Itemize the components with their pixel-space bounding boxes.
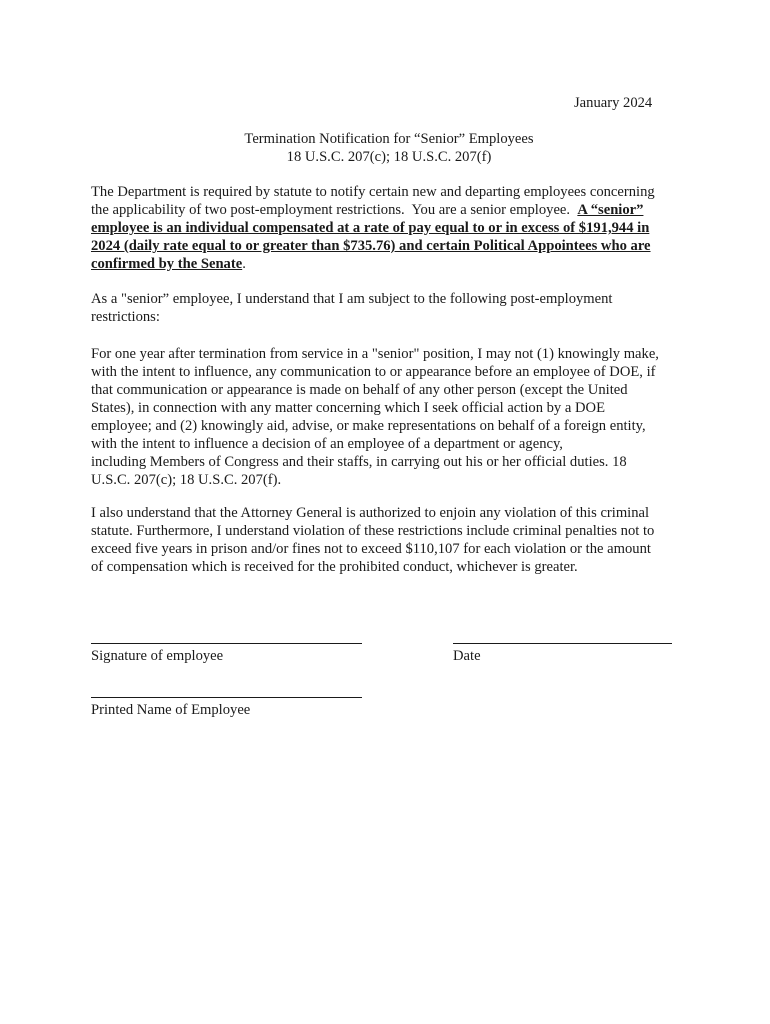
title-line-1: Termination Notification for “Senior” Employees — [244, 131, 534, 147]
paragraph-line: including Members of Congress and their staffs, in carrying out his or her official duties. 18 — [91, 454, 627, 470]
printed-name-label: Printed Name of Employee — [91, 702, 251, 718]
paragraph-line: employee; and (2) knowingly aid, advise, or make representations on behalf of a foreign entity, — [91, 418, 646, 434]
paragraph-acknowledgement — [91, 290, 687, 326]
paragraph-line: exceed five years in prison and/or fines not to exceed $110,107 for each violation or the amount — [91, 541, 651, 557]
printed-name-line[interactable] — [91, 697, 362, 698]
paragraph-penalties — [91, 504, 687, 576]
paragraph-text: the applicability of two post-employment restrictions. You are a senior employee. — [91, 202, 578, 218]
paragraph-line: U.S.C. 207(c); 18 U.S.C. 207(f). — [91, 472, 282, 488]
paragraph-line: statute. Furthermore, I understand violation of these restrictions include criminal penalties not to — [91, 523, 655, 539]
senior-definition-text: 2024 (daily rate equal to or greater than $735.76) and certain Political Appointees who are — [91, 238, 651, 254]
paragraph-line: As a "senior” employee, I understand that I am subject to the following post-employment — [91, 291, 613, 307]
title-line-2: 18 U.S.C. 207(c); 18 U.S.C. 207(f) — [286, 149, 492, 165]
paragraph-line: For one year after termination from service in a "senior" position, I may not (1) knowingly make, — [91, 346, 659, 362]
senior-definition-text: confirmed by the Senate — [91, 256, 243, 272]
document-title — [0, 130, 770, 166]
date-label: Date — [453, 648, 481, 664]
paragraph-line: restrictions: — [91, 309, 160, 325]
employee-signature-label: Signature of employee — [91, 648, 224, 664]
paragraph-line: of compensation which is received for the prohibited conduct, whichever is greater. — [91, 559, 578, 575]
paragraph-line: with the intent to influence a decision of an employee of a department or agency, — [91, 436, 563, 452]
document-date: January 2024 — [574, 95, 653, 111]
paragraph-restrictions — [91, 345, 687, 489]
paragraph-line — [91, 201, 687, 219]
paragraph-line: States), in connection with any matter concerning which I seek official action by a DOE — [91, 400, 605, 416]
paragraph-line: I also understand that the Attorney General is authorized to enjoin any violation of this criminal — [91, 505, 650, 521]
paragraph-text: . — [242, 256, 246, 272]
paragraph-line: The Department is required by statute to notify certain new and departing employees concerning — [91, 184, 655, 200]
paragraph-line: that communication or appearance is made on behalf of any other person (except the United — [91, 382, 628, 398]
senior-definition-text: A “senior” — [577, 202, 644, 218]
employee-signature-line[interactable] — [91, 643, 362, 644]
senior-definition-text: employee is an individual compensated at a rate of pay equal to or in excess of $191,944 in — [91, 220, 650, 236]
paragraph-line — [91, 255, 687, 273]
paragraph-notification — [91, 183, 687, 273]
date-signature-line[interactable] — [453, 643, 672, 644]
paragraph-line: with the intent to influence, any communication to or appearance before an employee of DOE, if — [91, 364, 656, 380]
